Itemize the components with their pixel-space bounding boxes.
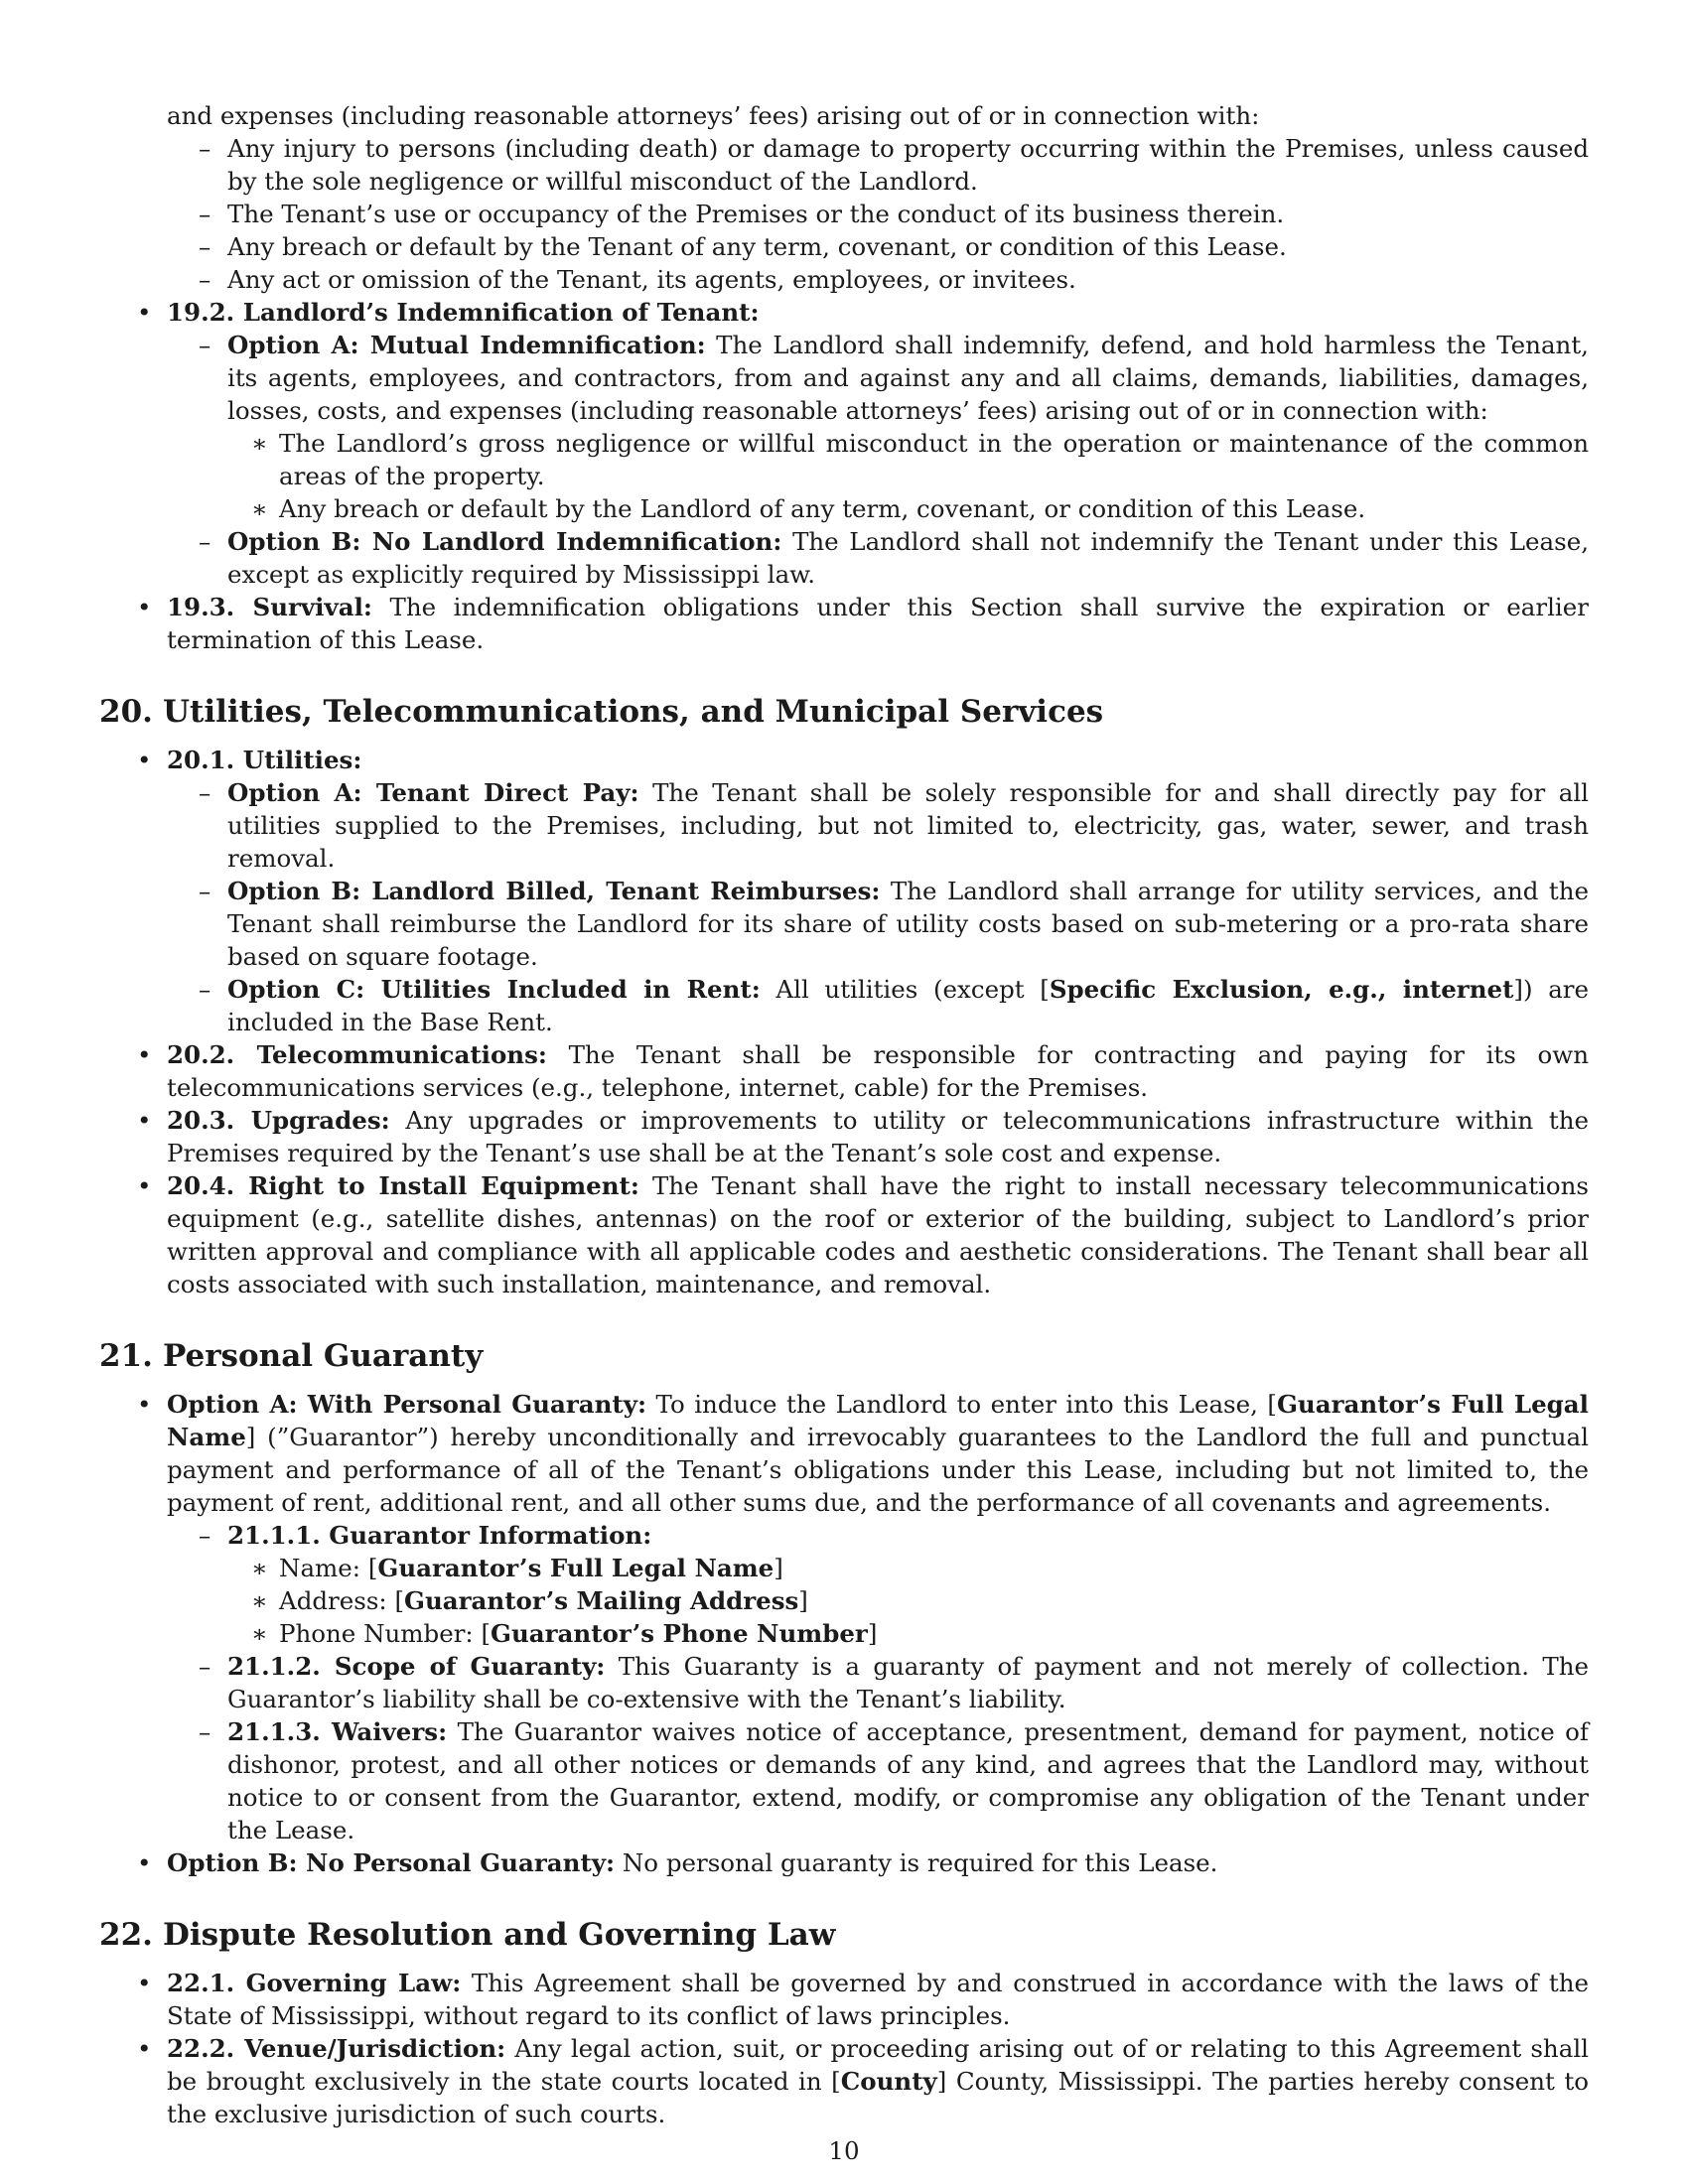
option-tenant-direct-pay: – Option A: Tenant Direct Pay: The Tenant shall be solely responsible for and shall directly pay for all utilities supplied to the Premises, including, but not limited to, electricity, gas, water, sewer, and trash removal. bbox=[199, 778, 1589, 873]
bullet-marker: • bbox=[137, 1040, 152, 1069]
section-19-list bbox=[99, 296, 1589, 656]
star-marker: ∗ bbox=[251, 429, 268, 458]
option-utilities-included: – Option C: Utilities Included in Rent: All utilities (except [Specific Exclusion, e.g., internet]) are included in the Base Rent. bbox=[199, 975, 1590, 1036]
dash-marker: – bbox=[199, 1521, 211, 1550]
dash-marker: – bbox=[199, 778, 211, 807]
star-marker: ∗ bbox=[251, 494, 268, 523]
bullet-marker: • bbox=[137, 593, 152, 621]
clause-22-2: • 22.2. Venue/Jurisdiction: Any legal action, suit, or proceeding arising out of or relating to this Agreement shall be brought exclusively in the state courts located in [County] County, Mississippi. The parties hereby consent to the exclusive jurisdiction of such courts. bbox=[137, 2034, 1590, 2128]
section-21-list bbox=[99, 1388, 1589, 1879]
clause-20-2: • 20.2. Telecommunications: The Tenant shall be responsible for contracting and paying for its own telecommunications services (e.g., telephone, internet, cable) for the Premises. bbox=[137, 1040, 1589, 1102]
bullet-marker: • bbox=[137, 1171, 152, 1200]
dash-marker: – bbox=[199, 200, 211, 228]
star-marker: ∗ bbox=[251, 1554, 268, 1582]
section-21-heading: 21. Personal Guaranty bbox=[99, 1338, 484, 1374]
bullet-marker: • bbox=[137, 1969, 152, 1997]
option-no-personal-guaranty: • Option B: No Personal Guaranty: No personal guaranty is required for this Lease. bbox=[137, 1848, 1218, 1877]
indemnification-intro: and expenses (including reasonable attorneys’ fees) arising out of or in connection with: bbox=[167, 101, 1260, 130]
section-22-list bbox=[99, 1967, 1589, 2130]
option-landlord-billed: – Option B: Landlord Billed, Tenant Reimburses: The Landlord shall arrange for utility services, and the Tenant shall reimburse the Landlord for its share of utility costs based on sub-metering or a pro-rata share based on square footage. bbox=[199, 877, 1589, 971]
clause-20-4: • 20.4. Right to Install Equipment: The Tenant shall have the right to install necessary telecommunications equipment (e.g., satellite dishes, antennas) on the roof or exterior of the building, subject to Landlord’s prior written approval and compliance with all applicable codes and aesthetic considerations. The Tenant shall bear all costs associated with such installation, maintenance, and removal. bbox=[137, 1171, 1589, 1298]
page-content bbox=[99, 99, 1589, 2130]
list-item: – Any act or omission of the Tenant, its agents, employees, or invitees. bbox=[199, 265, 1076, 294]
dash-marker: – bbox=[199, 134, 211, 163]
dash-marker: – bbox=[199, 527, 211, 556]
dash-marker: – bbox=[199, 1652, 211, 1681]
clause-22-1: • 22.1. Governing Law: This Agreement shall be governed by and construed in accordance with the laws of the State of Mississippi, without regard to its conflict of laws principles. bbox=[137, 1969, 1589, 2030]
placeholder-field: Guarantor’s Mailing Address bbox=[404, 1586, 799, 1615]
clause-heading: 19.2. Landlord’s Indemnification of Tenant: bbox=[167, 298, 760, 327]
list-item: – Any injury to persons (including death) or damage to property occurring within the Premises, unless caused by the sole negligence or willful misconduct of the Landlord. bbox=[199, 134, 1589, 196]
star-marker: ∗ bbox=[251, 1619, 268, 1648]
section-22-heading: 22. Dispute Resolution and Governing Law bbox=[99, 1917, 836, 1953]
clause-20-1: • 20.1. Utilities: bbox=[137, 746, 362, 774]
bullet-marker: • bbox=[137, 1390, 152, 1419]
dash-marker: – bbox=[199, 1717, 211, 1746]
list-item: ∗ The Landlord’s gross negligence or willful misconduct in the operation or maintenance of the common areas of the property. bbox=[251, 429, 1589, 490]
placeholder-field: Guarantor’s Full Legal Name bbox=[167, 1390, 1589, 1451]
bullet-marker: • bbox=[137, 746, 152, 774]
placeholder-field: Guarantor’s Full Legal Name bbox=[377, 1554, 774, 1582]
dash-marker: – bbox=[199, 331, 211, 359]
guarantor-name-line: ∗ Name: [Guarantor’s Full Legal Name] bbox=[251, 1554, 783, 1582]
section-20-list bbox=[99, 744, 1589, 1300]
dash-marker: – bbox=[199, 265, 211, 294]
star-marker: ∗ bbox=[251, 1586, 268, 1615]
guarantor-address-line: ∗ Address: [Guarantor’s Mailing Address] bbox=[251, 1586, 808, 1615]
placeholder-field: Guarantor’s Phone Number bbox=[491, 1619, 868, 1648]
dash-marker: – bbox=[199, 877, 211, 905]
list-item: ∗ Any breach or default by the Landlord of any term, covenant, or condition of this Lease. bbox=[251, 494, 1366, 523]
clause-21-1-1: – 21.1.1. Guarantor Information: bbox=[199, 1521, 652, 1550]
option-mutual-indemnification: – Option A: Mutual Indemnification: The Landlord shall indemnify, defend, and hold harmless the Tenant, its agents, employees, and contractors, from and against any and all claims, demands, liabilities, damages, losses, costs, and expenses (including reasonable attorneys’ fees) arising out of or in connection with: bbox=[199, 331, 1589, 425]
clause-20-3: • 20.3. Upgrades: Any upgrades or improvements to utility or telecommunications infrastructure within the Premises required by the Tenant’s use shall be at the Tenant’s sole cost and expense. bbox=[137, 1106, 1589, 1167]
bullet-marker: • bbox=[137, 2034, 152, 2063]
bullet-marker: • bbox=[137, 1106, 152, 1135]
list-item: – The Tenant’s use or occupancy of the Premises or the conduct of its business therein. bbox=[199, 200, 1285, 228]
clause-19-2 bbox=[99, 296, 1589, 329]
bullet-marker: • bbox=[137, 298, 152, 327]
clause-21-1-3: – 21.1.3. Waivers: The Guarantor waives notice of acceptance, presentment, demand for payment, notice of dishonor, protest, and all other notices or demands of any kind, and agrees that the Landlord may, without notice to or consent from the Guarantor, extend, modify, or compromise any obligation of the Tenant under the Lease. bbox=[199, 1717, 1589, 1844]
dash-marker: – bbox=[199, 975, 211, 1004]
option-with-personal-guaranty: • Option A: With Personal Guaranty: To induce the Landlord to enter into this Lease, [Guarantor’s Full Legal Name] (”Guarantor”) hereby unconditionally and irrevocably guarantees to the Landlord the full and punctual payment and performance of all of the Tenant’s obligations under this Lease, including but not limited to, the payment of rent, additional rent, and all other sums due, and the performance of all covenants and agreements. bbox=[137, 1390, 1589, 1517]
option-no-landlord-indemnification: – Option B: No Landlord Indemnification: The Landlord shall not indemnify the Tenant under this Lease, except as explicitly required by Mississippi law. bbox=[199, 527, 1589, 589]
guarantor-phone-line: ∗ Phone Number: [Guarantor’s Phone Number] bbox=[251, 1619, 878, 1648]
page-number: 10 bbox=[828, 2136, 860, 2165]
clause-21-1-2: – 21.1.2. Scope of Guaranty: This Guaranty is a guaranty of payment and not merely of collection. The Guarantor’s liability shall be co-extensive with the Tenant’s liability. bbox=[199, 1652, 1589, 1713]
placeholder-field: County bbox=[840, 2067, 937, 2096]
placeholder-field: Specific Exclusion, e.g., internet bbox=[1049, 975, 1514, 1004]
dash-marker: – bbox=[199, 232, 211, 261]
tenant-indemnity-list bbox=[99, 132, 1589, 296]
bullet-marker: • bbox=[137, 1848, 152, 1877]
list-item: – Any breach or default by the Tenant of any term, covenant, or condition of this Lease. bbox=[199, 232, 1287, 261]
section-20-heading: 20. Utilities, Telecommunications, and Municipal Services bbox=[99, 694, 1104, 730]
clause-19-3: • 19.3. Survival: The indemnification obligations under this Section shall survive the expiration or earlier termination of this Lease. bbox=[137, 593, 1589, 654]
